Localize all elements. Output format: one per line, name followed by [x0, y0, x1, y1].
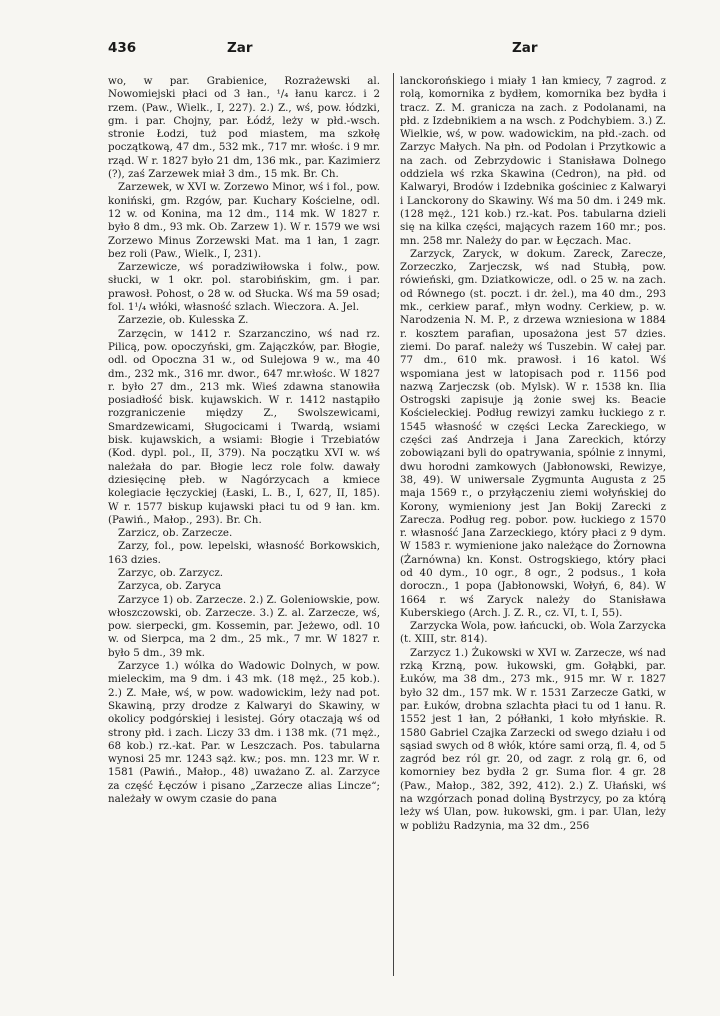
entry-paragraph: Zarzy, fol., pow. lepelski, własność Borkowskich, 163 dzies. [108, 540, 380, 566]
entry-paragraph: Zarzycka Wola, pow. łańcucki, ob. Wola Zarzycka (t. XIII, str. 814). [400, 620, 666, 646]
entry-paragraph: Zarzyce 1) ob. Zarzecze. 2.) Z. Goleniowskie, pow. włoszczowski, ob. Zarzecze. 3.) Z. al. Zarzecze, wś, pow. sierpecki, gm. Kossemin, par. Jeżewo, odl. 10 w. od Sierpca, ma 2 dm., 25 mk., 7 mr. W 1827 r. było 5 dm., 39 mk. [108, 593, 380, 659]
entry-paragraph: Zarzewek, w XVI w. Zorzewo Minor, wś i fol., pow. koniński, gm. Rzgów, par. Kuchary Kościelne, odl. 12 w. od Konina, ma 12 dm., 114 mk. W 1827 r. było 8 dm., 93 mk. Ob. Zarzew 1). W r. 1579 we wsi Zorzewo Minus Zorzewski Mat. ma 1 łan, 1 zagr. bez roli (Paw., Wielk., I, 231). [108, 181, 380, 260]
entry-paragraph: Zarzęcin, w 1412 r. Szarzanczino, wś nad rz. Pilicą, pow. opoczyński, gm. Zajączków, par. Błogie, odl. od Opoczna 31 w., od Sulejowa 9 w., ma 40 dm., 232 mk., 316 mr. dwor., 647 mr.włośc. W 1827 r. było 27 dm., 213 mk. Wieś zdawna stanowiła posiadłość bisk. kujawskich. W r. 1412 nastąpiło rozgraniczenie między Z., Swolszewicami, Smardzewicami, Sługocicami i Twardą, wsiami bisk. kujawskich, a wsiami: Błogie i Trzebiatów (Kod. dypl. pol., II, 379). Na początku XVI w. wś należała do par. Błogie lecz role folw. dawały dziesięcinę płeb. w Nagórzycach a kmiece kolegiacie łęczyckiej (Łaski, L. B., I, 627, II, 185). W r. 1577 biskup kujawski płaci tu od 9 łan. km. (Pawiń., Małop., 293). Br. Ch. [108, 327, 380, 526]
page-number: 436 [108, 40, 137, 56]
entry-paragraph: Zarzewicze, wś poradziwiłowska i folw., pow. słucki, w 1 okr. pol. starobińskim, gm. i par. prawosł. Pohost, o 28 w. od Słucka. Wś ma 59 osad; fol. 1¹/₄ włóki, własność szlach. Wieczora. A. Jel. [108, 261, 380, 314]
column-divider [393, 73, 394, 976]
entry-paragraph: Zarzyc, ob. Zarzycz. [118, 566, 224, 579]
entry-paragraph: lanckorońskiego i miały 1 łan kmiecy, 7 zagrod. z rolą, komornika z bydłem, komornika bez bydła i tracz. Z. M. granicza na zach. z Podolanami, na płd. z Izdebnikiem a na wsch. z Podchybiem. 3.) Z. Wielkie, wś, w pow. wadowickim, na płd.-zach. od Zarzyc Małych. Na płn. od Podolan i Przytkowic a na zach. od Zebrzydowic i Stanisława Dolnego oddziela wś rzka Skawina (Cedron), na płd. od Kalwaryi, Brodów i Izdebnika gościniec z Kalwaryi i Lanckorony do Skawiny. Wś ma 50 dm. i 249 mk. (128 męż., 121 kob.) rz.-kat. Pos. tabularna dzieli się na kilka części, mających razem 160 mr.; pos. mn. 258 mr. Należy do par. w Łęczach. Mac. [400, 75, 666, 247]
entry-paragraph: Zarzyck, Zaryck, w dokum. Zareck, Zarecze, Zorzeczko, Zarjeczsk, wś nad Stubłą, pow. rówieński, gm. Dziatkowicze, odl. o 25 w. na zach. od Równego (st. poczt. i dr. żel.), ma 40 dm., 293 mk., cerkiew paraf., młyn wodny. Cerkiew, p. w. Narodzenia N. M. P., z drzewa wzniesiona w 1884 r. kosztem parafian, uposażona jest 57 dzies. ziemi. Do paraf. należy wś Tuszebin. W całej par. 77 dm., 610 mk. prawosł. i 16 katol. Wś wspomiana jest w latopisach pod r. 1156 pod nazwą Zarjeczsk (ob. Mylsk). W r. 1538 kn. Ilia Ostrogski zapisuje ją żonie swej ks. Beacie Kościeleckiej. Podług rewizyi zamku łuckiego z r. 1545 własność w części Lecka Zareckiego, w części zaś Andrzeja i Jana Zareckich, którzy zobowiązani byli do opatrywania, spólnie z innymi, dwu horodni zamkowych (Jabłonowski, Rewizye, 38, 49). W uniwersale Zygmunta Augusta z 25 maja 1569 r., o przyłączeniu ziemi wołyńskiej do Korony, wymieniony jest Jan Bokij Zarecki z Zarecza. Podług reg. pobor. pow. łuckiego z 1570 r. własność Jana Zarzeckiego, który płaci z 9 dym. W 1583 r. wymienione jako należące do Żornowna (Żarnówna) kn. Konst. Ostrogskiego, który płaci od 40 dym., 10 ogr., 8 ogr., 2 podsus., 1 koła doroczn., 1 popa (Jabłonowski, Wołyń, 6, 84). W 1664 r. wś Zaryck należy do Stanisława Kuberskiego (Arch. J. Z. R., cz. VI, t. I, 55). [400, 247, 666, 619]
entry-paragraph: Zarzycz 1.) Żukowski w XVI w. Zarzecze, wś nad rzką Krzną, pow. łukowski, gm. Gołąbki, par. Łuków, ma 38 dm., 273 mk., 915 mr. W r. 1827 było 32 dm., 157 mk. W r. 1531 Zarzecze Gatki, w par. Łuków, drobna szlachta płaci tu od 1 łanu. R. 1552 jest 1 łan, 2 półłanki, 1 koło młyńskie. R. 1580 Gabriel Czajka Zarzecki od swego działu i od sąsiad swych od 8 włók, które sami orzą, fl. 4, od 5 zagród bez ról gr. 20, od zagr. z rolą gr. 6, od komorniey bez bydła 2 gr. Suma flor. 4 gr. 28 (Paw., Małop., 382, 392, 412). 2.) Z. Ułański, wś na wzgórzach ponad doliną Bystrzycy, po za którą leży wś Ulan, pow. łukowski, gm. i par. Ulan, leży w pobliżu Radzynia, ma 32 dm., 256 [400, 646, 666, 832]
entry-paragraph: Zarzyce 1.) wólka do Wadowic Dolnych, w pow. mieleckim, ma 9 dm. i 43 mk. (18 męż., 25 kob.). 2.) Z. Małe, wś, w pow. wadowickim, leży nad pot. Skawiną, przy drodze z Kalwaryi do Skawiny, w okolicy podgórskiej i lesistej. Góry otaczają wś od strony płd. i zach. Liczy 33 dm. i 138 mk. (71 męż., 68 kob.) rz.-kat. Par. w Leszczach. Pos. tabularna wynosi 25 mr. 1243 sąż. kw.; pos. mn. 123 mr. W r. 1581 (Pawiń., Małop., 48) uważano Z. al. Zarzyce za część Łęczów i pisano „Zarzecze alias Lincze“; należały w owym czasie do pana [108, 660, 380, 806]
entry-paragraph: wo, w par. Grabienice, Rozrażewski al. Nowomiejski płaci od 3 łan., ¹/₄ łanu karcz. i 2 rzem. (Paw., Wielk., I, 227). 2.) Z., wś, pow. łódzki, gm. i par. Chojny, par. Łódź, leży w płd.-wsch. stronie Łodzi, tuż pod miastem, ma szkołę początkową, 47 dm., 532 mk., 717 mr. włośc. i 9 mr. rząd. W r. 1827 było 21 dm, 136 mk., par. Kazimierz (?), zaś Zarzewek miał 3 dm., 15 mk. Br. Ch. [108, 75, 380, 181]
entry-paragraph: Zarzyca, ob. Zaryca [118, 580, 222, 593]
left-column [108, 75, 380, 806]
entry-paragraph: Zarzicz, ob. Zarzecze. [118, 527, 233, 540]
running-header [108, 40, 662, 62]
right-running-head: Zar [512, 40, 538, 56]
entry-paragraph: Zarzezie, ob. Kulesska Z. [118, 314, 249, 327]
right-column [400, 75, 666, 833]
left-running-head: Zar [227, 40, 253, 56]
